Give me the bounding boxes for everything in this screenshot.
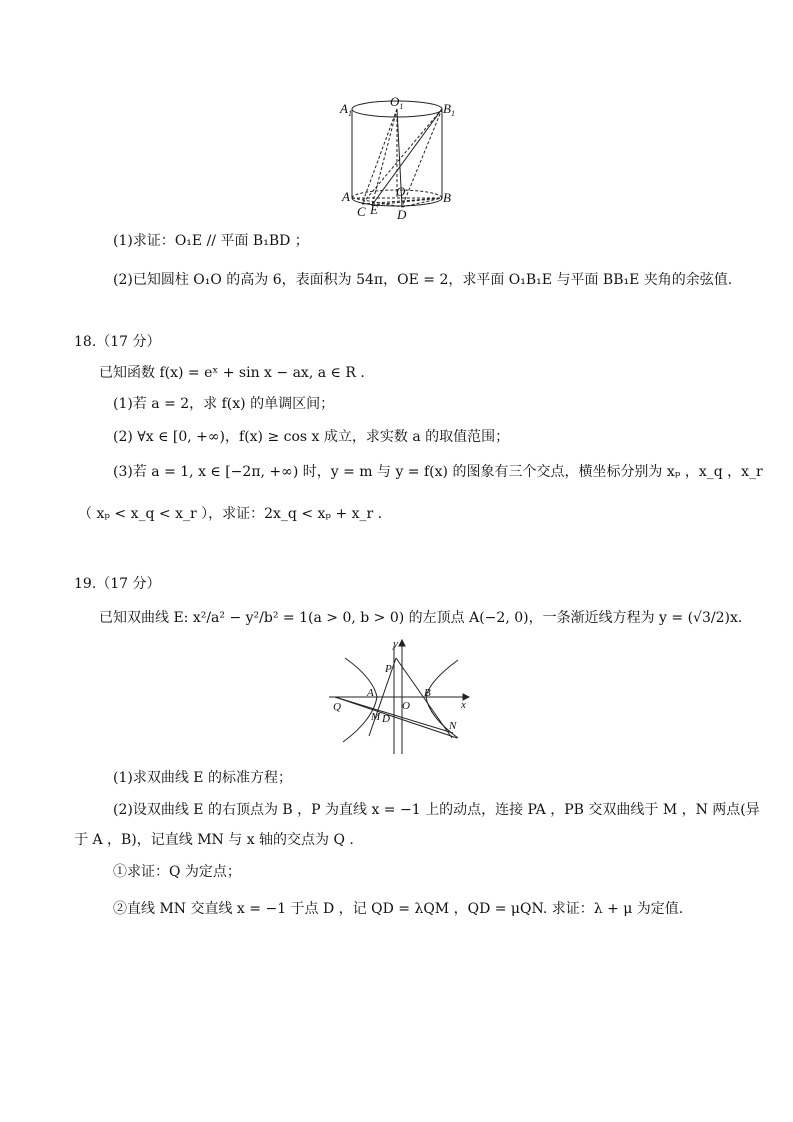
label-O: O <box>396 184 406 199</box>
q19-part1: (1)求双曲线 E 的标准方程； <box>113 770 292 786</box>
label-B: B <box>443 190 451 205</box>
hyperbola-figure <box>325 638 470 756</box>
q19-stem: 已知双曲线 E: x²/a² − y²/b² = 1(a > 0, b > 0) 的左顶点 A(−2, 0)，一条渐近线方程为 y = (√3/2)x. <box>99 610 743 626</box>
q18-header: 18.（17 分） <box>74 334 161 350</box>
hyperbola-left-branch <box>343 658 377 742</box>
label-O: O <box>402 700 410 712</box>
q19-header: 19.（17 分） <box>74 576 161 592</box>
label-B1: $B_1$ <box>443 101 455 118</box>
seg-B1-D <box>402 109 442 207</box>
q18-part2: (2) ∀x ∈ [0, +∞)，f(x) ≥ cos x 成立，求实数 a 的取值范围； <box>113 429 510 445</box>
q19-part2b: 于 A ，B)，记直线 MN 与 x 轴的交点为 Q . <box>74 832 354 848</box>
label-A: A <box>367 687 374 699</box>
label-O1: $O_1$ <box>390 94 404 111</box>
label-A1: $A_1$ <box>340 101 352 118</box>
line-MN <box>335 697 457 738</box>
label-M: M <box>371 711 381 723</box>
cylinder-figure <box>330 92 465 224</box>
label-D: D <box>397 207 407 222</box>
label-D: D <box>382 713 390 725</box>
q19-sub2: ②直线 MN 交直线 x = −1 于点 D ，记 QD = λQM ，QD = μQN. 求证：λ + μ 为定值. <box>113 901 684 917</box>
label-Q: Q <box>333 701 341 713</box>
label-C: C <box>357 204 366 219</box>
label-A: A <box>342 189 350 204</box>
q19-part2a: (2)设双曲线 E 的右顶点为 B ，P 为直线 x = −1 上的动点，连接 PA ，PB 交双曲线于 M ，N 两点(异 <box>113 802 760 818</box>
label-x: x <box>461 699 466 711</box>
q18-stem: 已知函数 f(x) = eˣ + sin x − ax, a ∈ R . <box>99 365 365 381</box>
label-y: y <box>393 638 398 650</box>
q18-part3: (3)若 a = 1, x ∈ [−2π, +∞) 时，y = m 与 y = f(x) 的图象有三个交点，横坐标分别为 xₚ ，x_q ，x_r <box>113 464 763 480</box>
label-B: B <box>424 687 431 699</box>
q17-part2: (2)已知圆柱 O₁O 的高为 6，表面积为 54π，OE = 2，求平面 O₁B₁E 与平面 BB₁E 夹角的余弦值. <box>113 272 733 288</box>
q19-sub1: ①求证：Q 为定点； <box>113 864 241 880</box>
q18-part3b: （ xₚ < x_q < x_r ），求证：2x_q < xₚ + x_r . <box>78 506 383 522</box>
label-P: P <box>385 663 392 675</box>
q18-part1: (1)若 a = 2，求 f(x) 的单调区间； <box>113 396 335 412</box>
label-E: E <box>370 202 378 217</box>
q17-part1: (1)求证：O₁E // 平面 B₁BD ； <box>113 233 309 249</box>
y-axis-arrow <box>399 640 405 646</box>
label-N: N <box>449 720 457 732</box>
